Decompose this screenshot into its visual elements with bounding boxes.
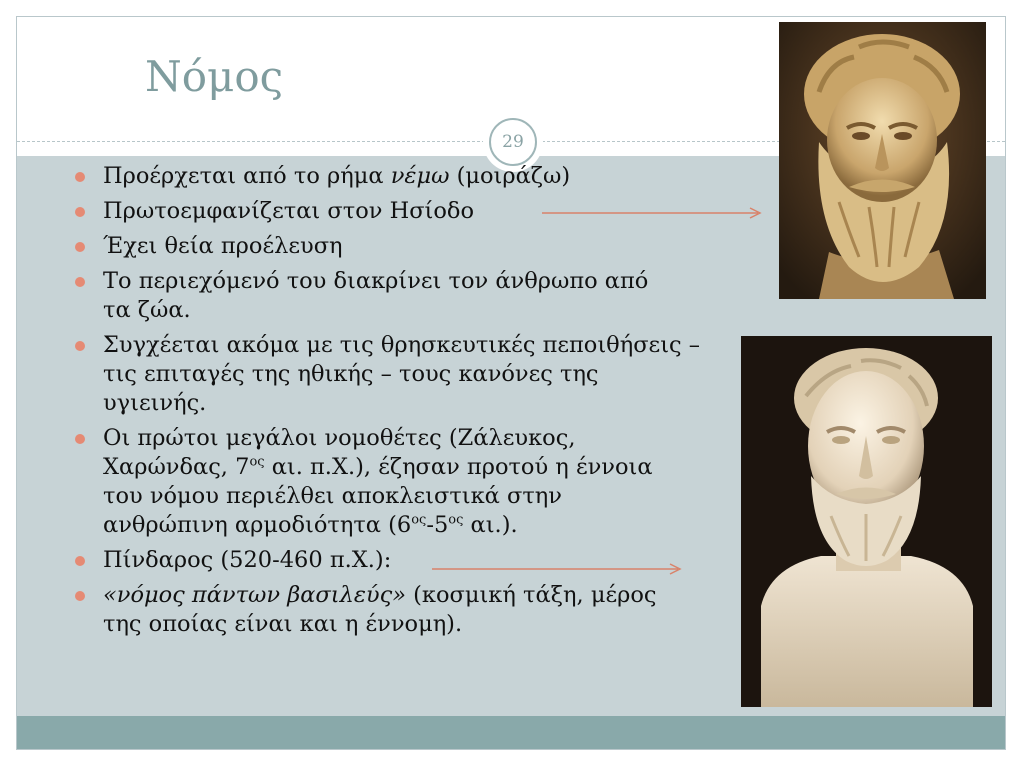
bullet-dot-icon	[75, 341, 85, 351]
bullet-dot-icon	[75, 172, 85, 182]
bullet-text: Έχει θεία προέλευση	[103, 233, 343, 259]
bullet-text: Πρωτοεμφανίζεται στον Ησίοδο	[103, 198, 475, 224]
bullet-item	[72, 581, 693, 639]
bullet-text: Προέρχεται από το ρήμα	[103, 163, 391, 189]
bullet-text: -5	[426, 512, 449, 538]
bullet-text: Οι πρώτοι μεγάλοι νομοθέτες (Ζάλευκος, Χαρώνδας, 7	[103, 425, 576, 480]
superscript: ος	[249, 454, 265, 470]
bullet-text: αι. π.Χ.), έζησαν προτού η έννοια του νόμου περιέλθει αποκλειστικά στην ανθρώπινη αρμοδιότητα (6	[103, 454, 653, 538]
bullet-dot-icon	[75, 591, 85, 601]
arrow-to-hesiod-icon	[540, 205, 770, 221]
bullet-dot-icon	[75, 242, 85, 252]
arrow-to-pindar-icon	[430, 561, 690, 577]
lawgiver-bust-image	[741, 336, 992, 707]
bullet-dot-icon	[75, 556, 85, 566]
bullet-item	[72, 162, 712, 191]
slide-title: Νόμος	[145, 52, 284, 101]
superscript: ος	[448, 512, 464, 528]
bullet-emphasis: «νόμος πάντων βασιλεύς»	[103, 582, 406, 608]
bullet-text: (κοσμική τάξη, μέρος της οποίας είναι και η έννομη).	[103, 582, 657, 637]
bullet-emphasis: νέμω	[390, 163, 450, 189]
bullet-text: Συγχέεται ακόμα με τις θρησκευτικές πεποιθήσεις – τις επιταγές της ηθικής – τους κανόνες της υγιεινής.	[103, 332, 701, 416]
page-number: 29	[489, 118, 537, 166]
bullet-item	[72, 424, 688, 540]
superscript: ος	[411, 512, 427, 528]
bullet-dot-icon	[75, 207, 85, 217]
bust-illustration-icon	[741, 336, 992, 707]
bullet-item	[72, 267, 678, 325]
bullet-item	[72, 232, 712, 261]
bullet-dot-icon	[75, 277, 85, 287]
bullet-text: (μοιράζω)	[449, 163, 571, 189]
bullet-text: Πίνδαρος (520-460 π.Χ.):	[103, 547, 392, 573]
footer-bar	[17, 716, 1005, 749]
bullet-dot-icon	[75, 434, 85, 444]
bust-illustration-icon	[779, 22, 986, 299]
bullet-text: αι.).	[463, 512, 518, 538]
bullet-item	[72, 331, 703, 418]
hesiod-bust-image	[779, 22, 986, 299]
bullet-text: Το περιεχόμενό του διακρίνει τον άνθρωπο από τα ζώα.	[103, 268, 649, 323]
